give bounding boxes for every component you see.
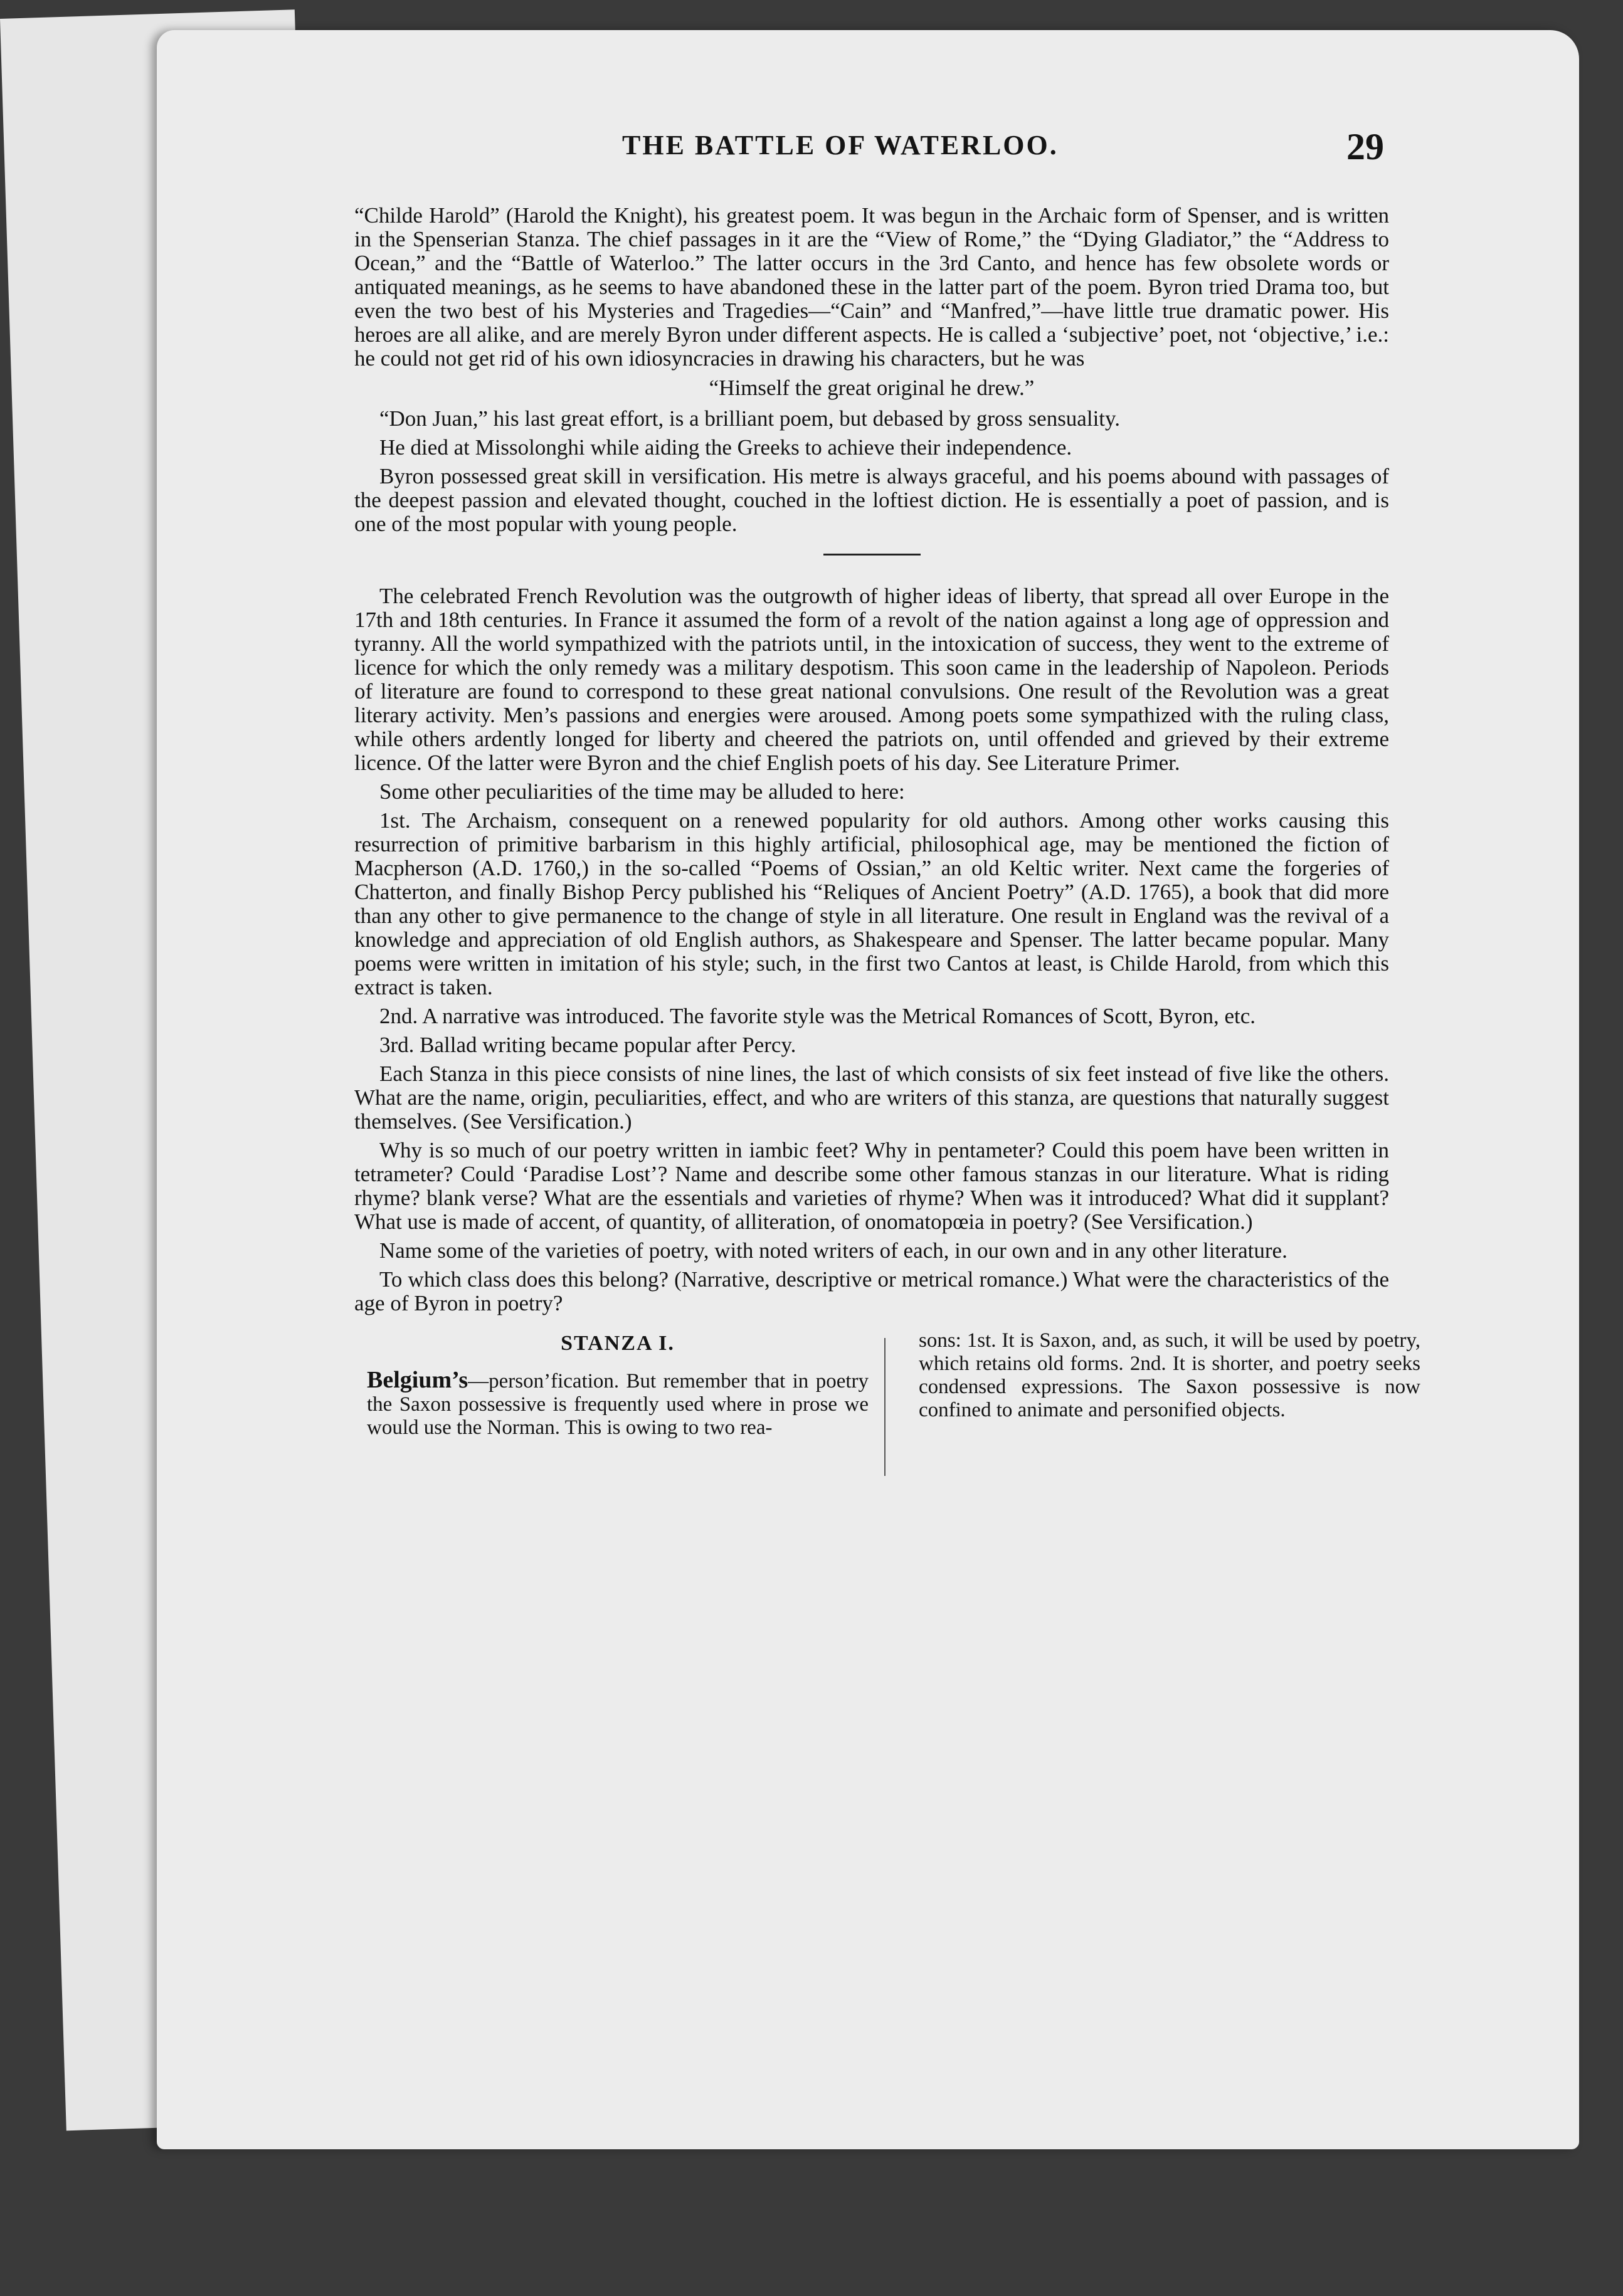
paragraph-childe-harold: “Childe Harold” (Harold the Knight), his greatest poem. It was begun in the Archaic form of Spenser, and is written in the Spenserian Stanza. The chief passages in it are the “View of Rome,” the “Dying Gladiator,” the “Address to Ocean,” and the “Battle of Waterloo.” The latter occurs in the 3rd Canto, and hence has few obsolete words or antiquated meanings, as he seems to have abandoned these in the latter part of the poem. Byron tried Drama too, but even the two best of his Mysteries and Tragedies—“Cain” and “Manfred,”—have little true dramatic power. His heroes are all alike, and are merely Byron under different aspects. He is called a ‘subjective’ poet, not ‘objective,’ i.e.: he could not get rid of his own idiosyncracies in drawing his characters, but he was	[354, 203, 1389, 371]
paragraph-ballad: 3rd. Ballad writing became popular after Percy.	[379, 1033, 796, 1057]
note-term: Belgium’s	[367, 1367, 468, 1393]
paragraph-don-juan: “Don Juan,” his last great effort, is a brilliant poem, but debased by gross sensuality.	[379, 406, 1120, 431]
paragraph-missolonghi: He died at Missolonghi while aiding the Greeks to achieve their independence.	[379, 435, 1072, 460]
running-title: THE BATTLE OF WATERLOO.	[622, 130, 1059, 161]
stanza-heading: STANZA I.	[561, 1332, 675, 1355]
paragraph-french-revolution: The celebrated French Revolution was the outgrowth of higher ideas of liberty, that spread all over Europe in the 17th and 18th centuries. In France it assumed the form of a revolt of the nation against a long age of oppression and tyranny. All the world sympathized with the patriots until, in the intoxication of success, they went to the extreme of licence for which the only remedy was a military despotism. This soon came in the leadership of Napoleon. Periods of literature are found to correspond to these great national convulsions. One result of the Revolution was a great literary activity. Men’s passions and energies were aroused. Among poets some sympathized with the ruling class, while others ardently longed for liberty and cheered the patriots on, until offended and grieved by their extreme licence. Of the latter were Byron and the chief English poets of his day. See Literature Primer.	[354, 584, 1389, 775]
section-divider	[823, 554, 921, 556]
notes-left-column	[367, 1329, 869, 1440]
paragraph-archaism: 1st. The Archaism, consequent on a renewed popularity for old authors. Among other works causing this resurrection of primitive barbarism in this highly artificial, philosophical age, may be mentioned the fiction of Macpherson (A.D. 1760,) in the so-called “Poems of Ossian,” an old Keltic writer. Next came the forgeries of Chatterton, and finally Bishop Percy published his “Reliques of Ancient Poetry” (A.D. 1765), a book that did more than any other to give permanence to the change of style in all literature. One result in England was the revival of a knowledge and appreciation of old English authors, as Shakespeare and Spenser. The latter became popular. Many poems were written in imitation of his style; such, in the first two Cantos at least, is Childe Harold, from which this extract is taken.	[354, 808, 1389, 999]
paragraph-varieties: Name some of the varieties of poetry, with noted writers of each, in our own and in any other literature.	[379, 1238, 1287, 1263]
notes-right-column: sons: 1st. It is Saxon, and, as such, it will be used by poetry, which retains old forms. 2nd. It is shorter, and poetry seeks condensed expressions. The Saxon possessive is now confined to animate and personified objects.	[919, 1329, 1420, 1421]
paragraph-versification: Byron possessed great skill in versification. His metre is always graceful, and his poems abound with passages of the deepest passion and elevated thought, couched in the loftiest diction. He is essentially a poet of passion, and is one of the most popular with young people.	[354, 464, 1389, 536]
note-left-text: —person’fication. But remember that in poetry the Saxon possessive is frequently used where in prose we would use the Norman. This is owing to two rea-	[367, 1370, 869, 1439]
paragraph-questions: Why is so much of our poetry written in iambic feet? Why in pentameter? Could this poem have been written in tetrameter? Could ‘Paradise Lost’? Name and describe some other famous stanzas in our literature. What is riding rhyme? blank verse? What are the essentials and varieties of rhyme? When was it introduced? What did it supplant? What use is made of accent, of quantity, of alliteration, of onomatopœia in poetry? (See Versification.)	[354, 1138, 1389, 1234]
page-content	[354, 122, 1420, 1473]
paragraph-peculiarities: Some other peculiarities of the time may be alluded to here:	[379, 779, 905, 804]
notes-columns	[354, 1329, 1420, 1473]
quotation: “Himself the great original he drew.”	[709, 376, 1035, 400]
column-divider	[884, 1338, 886, 1476]
paragraph-class: To which class does this belong? (Narrative, descriptive or metrical romance.) What were the characteristics of the age of Byron in poetry?	[354, 1267, 1389, 1315]
page-number: 29	[1346, 126, 1384, 167]
paragraph-narrative: 2nd. A narrative was introduced. The favorite style was the Metrical Romances of Scott, Byron, etc.	[379, 1004, 1256, 1028]
paragraph-stanza-form: Each Stanza in this piece consists of nine lines, the last of which consists of six feet instead of five like the others. What are the name, origin, peculiarities, effect, and who are writers of this stanza, are questions that naturally suggest themselves. (See Versification.)	[354, 1061, 1389, 1134]
